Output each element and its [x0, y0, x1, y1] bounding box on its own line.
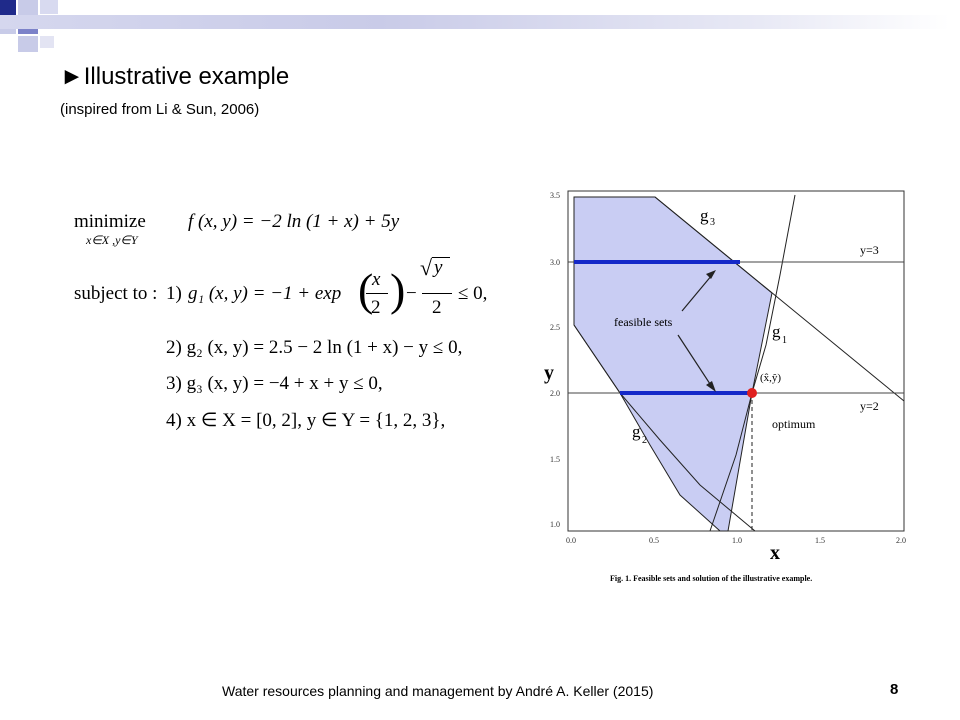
g2-label: g	[632, 422, 641, 441]
y2-label: y=2	[860, 399, 879, 413]
y-tick: 3.0	[550, 258, 560, 267]
x-tick: 1.5	[815, 536, 825, 545]
constraint-2: 2) g₂ (x, y) = 2.5 − 2 ln (1 + x) − y ≤ 0,	[166, 337, 463, 358]
page-number: 8	[890, 681, 899, 698]
subject-to-label: subject to :	[74, 283, 158, 304]
g1-label: g	[772, 322, 781, 341]
figure-caption: Fig. 1. Feasible sets and solution of the illustrative example.	[610, 574, 813, 583]
minimize-label: minimize	[74, 211, 146, 232]
y-tick: 1.5	[550, 455, 560, 464]
g3-subscript: 3	[710, 217, 715, 228]
slide-title: ►Illustrative example	[60, 63, 290, 90]
minimize-domain: x∈X ,y∈Y	[86, 233, 138, 247]
y-tick: 2.5	[550, 323, 560, 332]
constraint-1-relation: ≤ 0,	[458, 283, 488, 304]
y-tick: 3.5	[550, 191, 560, 200]
g3-label: g	[700, 206, 709, 225]
corner-square-light	[18, 36, 38, 52]
header-gradient-bar	[0, 15, 950, 29]
slide-subtitle: (inspired from Li & Sun, 2006)	[60, 101, 260, 118]
constraint-4: 4) x ∈ X = [0, 2], y ∈ Y = {1, 2, 3},	[166, 410, 446, 431]
x-tick: 0.5	[649, 536, 659, 545]
constraint-1-number: 1)	[166, 283, 182, 304]
x-tick: 0.0	[566, 536, 576, 545]
constraint-1-left: g₁ (x, y) = −1 + exp	[188, 283, 342, 304]
x-tick: 2.0	[896, 536, 906, 545]
optimization-problem	[60, 195, 520, 445]
left-paren: (	[358, 264, 374, 315]
y-ticks	[550, 191, 560, 529]
corner-square-light	[40, 0, 58, 14]
y3-label: y=3	[860, 243, 879, 257]
frac-numerator: x	[372, 269, 381, 290]
slide-footer: Water resources planning and management by André A. Keller (2015)	[222, 683, 654, 699]
y-axis-label: y	[544, 362, 554, 384]
x-tick: 1.0	[732, 536, 742, 545]
y-tick: 1.0	[550, 520, 560, 529]
feasible-region	[574, 197, 772, 531]
sqrt-symbol: √	[420, 255, 433, 280]
y-tick: 2.0	[550, 389, 560, 398]
x-axis-label: x	[770, 542, 780, 564]
objective-function: f (x, y) = −2 ln (1 + x) + 5y	[188, 211, 400, 232]
sqrt-content: y	[434, 257, 443, 278]
feasible-sets-label: feasible sets	[614, 315, 673, 329]
optimum-label: optimum	[772, 417, 816, 431]
corner-square-pale	[40, 36, 54, 48]
minus-sign: −	[406, 283, 417, 304]
feasible-sets-figure	[540, 185, 920, 595]
feasible-sets-plot	[540, 185, 920, 595]
corner-square-light	[18, 0, 38, 16]
corner-square-navy	[0, 0, 16, 16]
g1-subscript: 1	[782, 335, 787, 346]
optimum-point	[747, 388, 757, 398]
optimum-point-label: (x̂,ŷ)	[760, 372, 782, 384]
sqrt-denominator: 2	[432, 297, 442, 318]
constraint-3: 3) g₃ (x, y) = −4 + x + y ≤ 0,	[166, 373, 383, 394]
x-ticks	[566, 536, 906, 545]
frac-denominator: 2	[371, 297, 381, 318]
g2-subscript: 2	[642, 435, 647, 446]
right-paren: )	[390, 264, 406, 315]
